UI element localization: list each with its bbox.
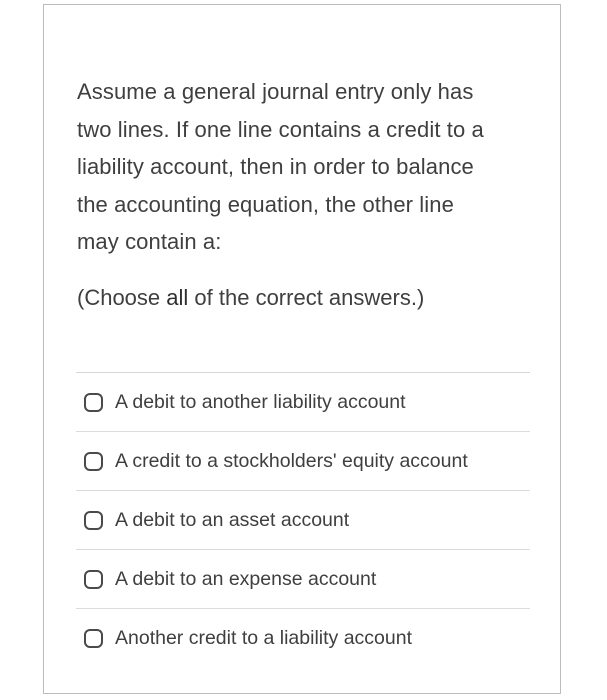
question-line: two lines. If one line contains a credit to a — [77, 116, 484, 142]
answer-options — [76, 372, 530, 667]
answer-instruction — [77, 279, 547, 316]
question-line: Assume a general journal entry only has — [77, 79, 474, 104]
checkbox-icon[interactable] — [84, 511, 103, 530]
option-label: A debit to an asset account — [115, 508, 350, 531]
option-label: A credit to a stockholders' equity account — [115, 449, 468, 472]
checkbox-icon[interactable] — [84, 570, 103, 589]
answer-option[interactable] — [76, 608, 530, 667]
instruction-prefix: (Choose — [77, 285, 167, 310]
checkbox-icon[interactable] — [84, 629, 103, 648]
checkbox-icon[interactable] — [84, 452, 103, 471]
instruction-suffix: of the correct answers.) — [188, 285, 425, 310]
question-text — [77, 73, 547, 261]
question-line: may contain a: — [77, 229, 222, 254]
option-label: Another credit to a liability account — [115, 626, 412, 649]
question-line: the accounting equation, the other line — [77, 191, 454, 217]
option-label: A debit to another liability account — [115, 390, 406, 413]
question-card — [43, 4, 561, 694]
answer-option[interactable] — [76, 372, 530, 431]
answer-option[interactable] — [76, 549, 530, 608]
checkbox-icon[interactable] — [84, 393, 103, 412]
question-line: liability account, then in order to balance — [77, 154, 474, 179]
answer-option[interactable] — [76, 431, 530, 490]
option-label: A debit to an expense account — [115, 567, 377, 590]
answer-option[interactable] — [76, 490, 530, 549]
instruction-emphasis: all — [166, 285, 189, 310]
